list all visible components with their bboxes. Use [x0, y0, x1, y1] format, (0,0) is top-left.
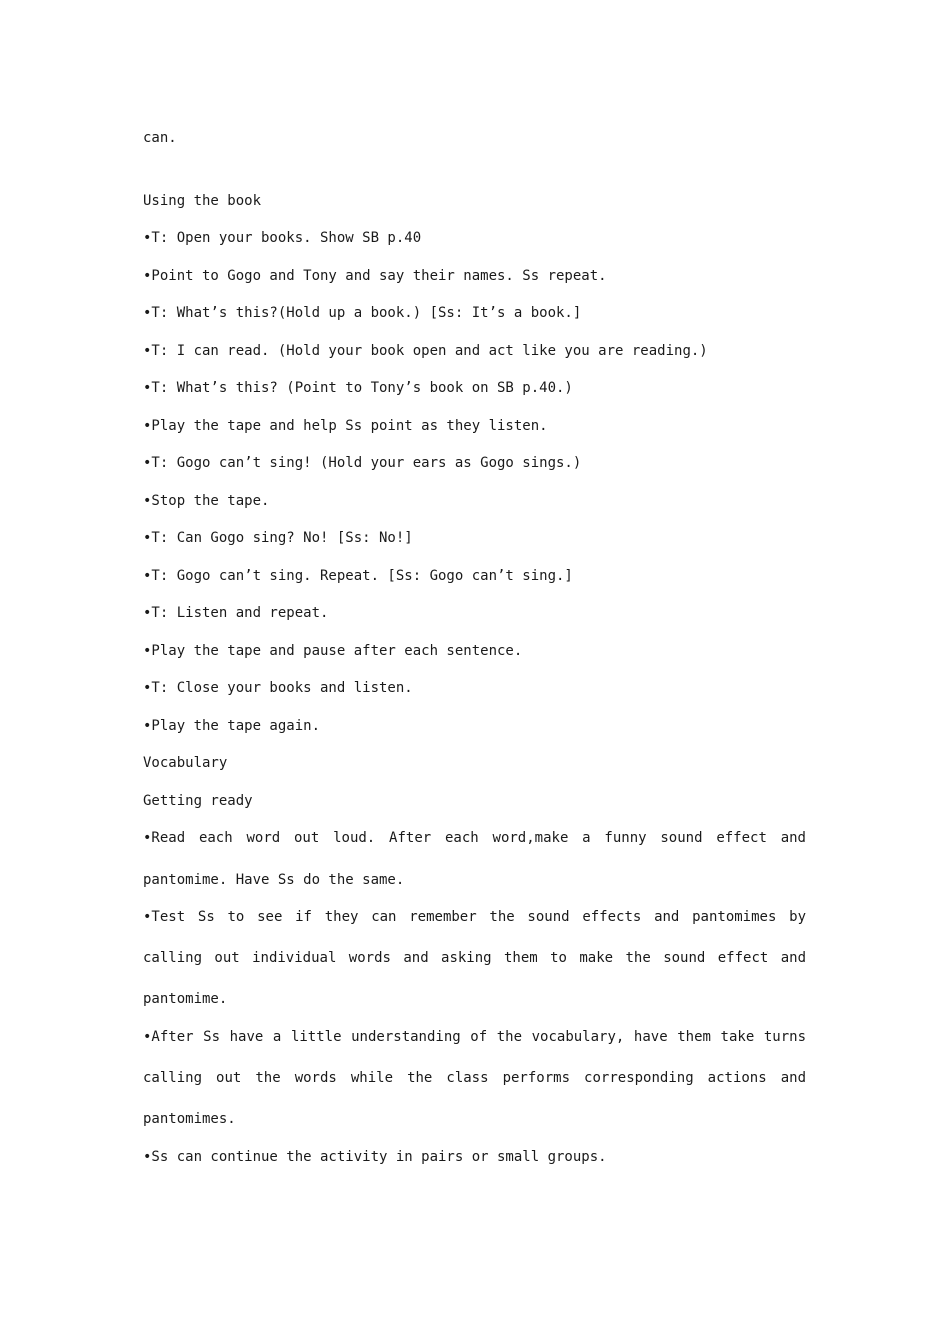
list-item: •Test Ss to see if they can remember the sound effects and pantomimes by	[143, 909, 806, 925]
text-line: pantomimes.	[143, 1111, 236, 1127]
text-line: pantomime. Have Ss do the same.	[143, 872, 405, 888]
list-item: •Read each word out loud. After each word,make a funny sound effect and	[143, 830, 806, 846]
list-item: •Play the tape again.	[143, 718, 321, 734]
list-item: •Play the tape and help Ss point as they listen.	[143, 418, 548, 434]
text-line: pantomime.	[143, 991, 228, 1007]
list-item: •T: Gogo can’t sing! (Hold your ears as Gogo sings.)	[143, 455, 582, 471]
list-item: •T: Close your books and listen.	[143, 680, 413, 696]
list-item: •T: What’s this?(Hold up a book.) [Ss: It’s a book.]	[143, 305, 582, 321]
list-item: •Stop the tape.	[143, 493, 270, 509]
text-line: calling out individual words and asking them to make the sound effect and	[143, 950, 806, 966]
list-item: •T: Gogo can’t sing. Repeat. [Ss: Gogo can’t sing.]	[143, 568, 573, 584]
list-item: •Play the tape and pause after each sentence.	[143, 643, 523, 659]
list-item: •T: What’s this? (Point to Tony’s book on SB p.40.)	[143, 380, 573, 396]
text-line: calling out the words while the class performs corresponding actions and	[143, 1070, 806, 1086]
list-item: •T: Can Gogo sing? No! [Ss: No!]	[143, 530, 413, 546]
list-item: •Ss can continue the activity in pairs or small groups.	[143, 1149, 607, 1165]
section-heading: Vocabulary	[143, 755, 228, 771]
list-item: •After Ss have a little understanding of the vocabulary, have them take turns	[143, 1029, 806, 1045]
list-item: •T: I can read. (Hold your book open and act like you are reading.)	[143, 343, 708, 359]
list-item: •T: Listen and repeat.	[143, 605, 329, 621]
list-item: •T: Open your books. Show SB p.40	[143, 230, 422, 246]
subsection-heading: Getting ready	[143, 793, 253, 809]
text-line: can.	[143, 130, 177, 146]
list-item: •Point to Gogo and Tony and say their names. Ss repeat.	[143, 268, 607, 284]
section-heading: Using the book	[143, 193, 262, 209]
